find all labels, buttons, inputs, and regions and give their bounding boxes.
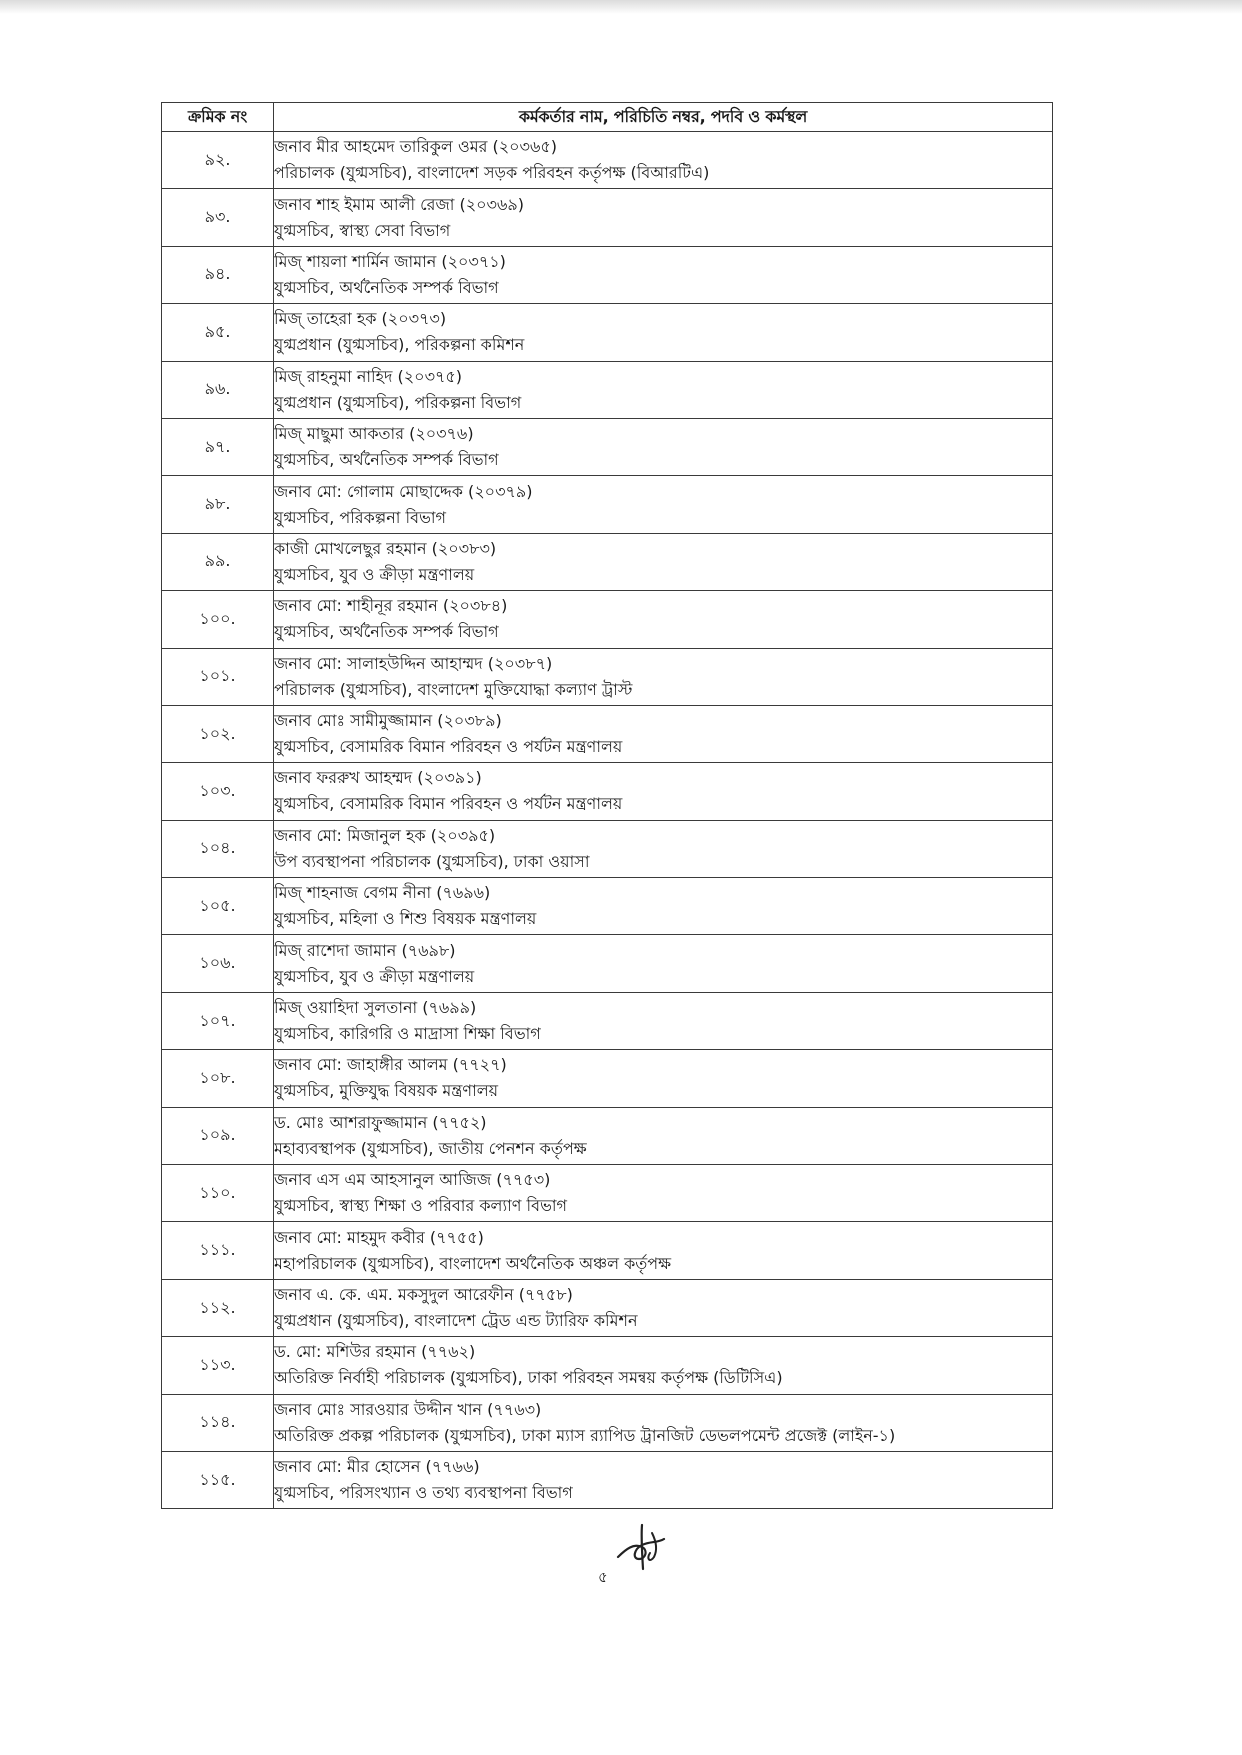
officer-details-cell: [274, 304, 1053, 361]
page-number: ৫: [598, 1568, 608, 1586]
officer-name: জনাব মো: গোলাম মোছাদ্দেক (২০৩৭৯): [274, 481, 533, 501]
officer-designation: পরিচালক (যুগ্মসচিব), বাংলাদেশ মুক্তিযোদ্ধা কল্যাণ ট্রাস্ট: [274, 679, 633, 699]
officer-name: জনাব মো: মিজানুল হক (২০৩৯৫): [274, 825, 496, 845]
officer-details-cell: [274, 1222, 1053, 1279]
officer-details-cell: [274, 1394, 1053, 1451]
officer-details-cell: [274, 935, 1053, 992]
table-row: [162, 1451, 1053, 1508]
officer-name: জনাব মো: সালাহউদ্দিন আহাম্মদ (২০৩৮৭): [274, 653, 553, 673]
table-row: [162, 935, 1053, 992]
table-row: [162, 878, 1053, 935]
officer-name: কাজী মোখলেছুর রহমান (২০৩৮৩): [274, 538, 497, 558]
officer-name: জনাব এ. কে. এম. মকসুদুল আরেফীন (৭৭৫৮): [274, 1285, 573, 1304]
officer-designation: যুগ্মসচিব, মহিলা ও শিশু বিষয়ক মন্ত্রণালয়: [274, 909, 537, 929]
table-row: [162, 304, 1053, 361]
table-row: [162, 246, 1053, 303]
officer-name: মিজ্ ওয়াহিদা সুলতানা (৭৬৯৯): [274, 998, 477, 1018]
officer-name: জনাব শাহ ইমাম আলী রেজা (২০৩৬৯): [274, 194, 524, 214]
table-row: [162, 1394, 1053, 1451]
officer-designation: যুগ্মসচিব, যুব ও ক্রীড়া মন্ত্রণালয়: [274, 966, 475, 986]
serial-number-cell: ৯৩.: [162, 189, 274, 246]
table-header: [162, 103, 1053, 132]
table-row: [162, 1050, 1053, 1107]
table-row: [162, 1222, 1053, 1279]
officer-details-cell: [274, 705, 1053, 762]
officer-designation: মহাব্যবস্থাপক (যুগ্মসচিব), জাতীয় পেনশন কর্তৃপক্ষ: [274, 1138, 587, 1158]
officer-name: ড. মোঃ আশরাফুজ্জামান (৭৭৫২): [274, 1112, 487, 1132]
table-row: [162, 648, 1053, 705]
serial-number-cell: ১০২.: [162, 705, 274, 762]
table-row: [162, 189, 1053, 246]
serial-number-cell: ১০৬.: [162, 935, 274, 992]
officer-name: জনাব এস এম আহসানুল আজিজ (৭৭৫৩): [274, 1170, 551, 1190]
officer-name: মিজ্ মাছুমা আকতার (২০৩৭৬): [274, 424, 474, 444]
officer-name: জনাব মো: মীর হোসেন (৭৭৬৬): [274, 1457, 480, 1477]
officer-designation: যুগ্মসচিব, স্বাস্থ্য শিক্ষা ও পরিবার কল্যাণ বিভাগ: [274, 1196, 568, 1216]
officer-designation: যুগ্মপ্রধান (যুগ্মসচিব), পরিকল্পনা বিভাগ: [274, 392, 522, 412]
officer-name: মিজ্ তাহেরা হক (২০৩৭৩): [274, 309, 447, 329]
table-row: [162, 992, 1053, 1049]
officer-designation: যুগ্মসচিব, মুক্তিযুদ্ধ বিষয়ক মন্ত্রণালয়: [274, 1081, 499, 1101]
officer-designation: যুগ্মসচিব, যুব ও ক্রীড়া মন্ত্রণালয়: [274, 564, 475, 584]
officer-details-cell: [274, 1279, 1053, 1336]
table-row: [162, 132, 1053, 189]
officer-details-cell: [274, 820, 1053, 877]
officer-details-cell: [274, 648, 1053, 705]
officer-details-cell: [274, 189, 1053, 246]
officer-name: জনাব মোঃ সামীমুজ্জামান (২০৩৮৯): [274, 711, 502, 731]
serial-number-cell: ১০০.: [162, 591, 274, 648]
officer-name: মিজ্ শায়লা শার্মিন জামান (২০৩৭১): [274, 251, 506, 271]
table-row: [162, 361, 1053, 418]
officer-designation: পরিচালক (যুগ্মসচিব), বাংলাদেশ সড়ক পরিবহন কর্তৃপক্ষ (বিআরটিএ): [274, 163, 710, 183]
serial-number-cell: ১১৪.: [162, 1394, 274, 1451]
officer-details-cell: [274, 591, 1053, 648]
table-row: [162, 591, 1053, 648]
officer-details-cell: [274, 132, 1053, 189]
officer-name: জনাব মো: মাহমুদ কবীর (৭৭৫৫): [274, 1227, 484, 1247]
officer-details-cell: [274, 1451, 1053, 1508]
serial-number-cell: ৯৯.: [162, 533, 274, 590]
officer-designation: যুগ্মসচিব, অর্থনৈতিক সম্পর্ক বিভাগ: [274, 450, 499, 470]
officer-details-cell: [274, 992, 1053, 1049]
officer-details-cell: [274, 1337, 1053, 1394]
officer-designation: যুগ্মসচিব, পরিকল্পনা বিভাগ: [274, 507, 447, 527]
serial-number-cell: ১০৪.: [162, 820, 274, 877]
table-row: [162, 1165, 1053, 1222]
serial-number-cell: ৯৮.: [162, 476, 274, 533]
serial-column-header: ক্রমিক নং: [162, 103, 274, 132]
officer-designation: যুগ্মসচিব, স্বাস্থ্য সেবা বিভাগ: [274, 220, 451, 240]
officer-name: জনাব মীর আহমেদ তারিকুল ওমর (২০৩৬৫): [274, 137, 557, 157]
serial-number-cell: ১১৩.: [162, 1337, 274, 1394]
scan-edge-shadow: [0, 0, 1242, 14]
officer-details-cell: [274, 1165, 1053, 1222]
table-row: [162, 705, 1053, 762]
details-column-header: কর্মকর্তার নাম, পরিচিতি নম্বর, পদবি ও কর্মস্থল: [274, 103, 1053, 132]
serial-number-cell: ১০৯.: [162, 1107, 274, 1164]
serial-number-cell: ১০৫.: [162, 878, 274, 935]
officer-designation: যুগ্মসচিব, পরিসংখ্যান ও তথ্য ব্যবস্থাপনা বিভাগ: [274, 1483, 573, 1503]
table-row: [162, 418, 1053, 475]
serial-number-cell: ১১১.: [162, 1222, 274, 1279]
header-row: [162, 103, 1053, 132]
table-row: [162, 476, 1053, 533]
serial-number-cell: ১০৩.: [162, 763, 274, 820]
officer-details-cell: [274, 1050, 1053, 1107]
serial-number-cell: ১০৮.: [162, 1050, 274, 1107]
serial-number-cell: ১০৭.: [162, 992, 274, 1049]
serial-number-cell: ৯২.: [162, 132, 274, 189]
officer-designation: যুগ্মপ্রধান (যুগ্মসচিব), বাংলাদেশ ট্রেড এন্ড ট্যারিফ কমিশন: [274, 1311, 638, 1330]
officer-designation: যুগ্মসচিব, অর্থনৈতিক সম্পর্ক বিভাগ: [274, 277, 499, 297]
officer-designation: যুগ্মপ্রধান (যুগ্মসচিব), পরিকল্পনা কমিশন: [274, 335, 525, 355]
officer-name: মিজ্ শাহনাজ বেগম নীনা (৭৬৯৬): [274, 883, 491, 903]
officer-details-cell: [274, 533, 1053, 590]
serial-number-cell: ৯৫.: [162, 304, 274, 361]
officer-details-cell: [274, 1107, 1053, 1164]
officer-designation: উপ ব্যবস্থাপনা পরিচালক (যুগ্মসচিব), ঢাকা ওয়াসা: [274, 851, 590, 871]
officer-details-cell: [274, 418, 1053, 475]
officer-designation: যুগ্মসচিব, বেসামরিক বিমান পরিবহন ও পর্যটন মন্ত্রণালয়: [274, 794, 623, 814]
serial-number-cell: ১১২.: [162, 1279, 274, 1336]
table-body: [162, 132, 1053, 1509]
serial-number-cell: ১১০.: [162, 1165, 274, 1222]
serial-number-cell: ১১৫.: [162, 1451, 274, 1508]
table-row: [162, 1337, 1053, 1394]
officer-details-cell: [274, 763, 1053, 820]
signature-mark: [612, 1519, 672, 1575]
table-row: [162, 533, 1053, 590]
serial-number-cell: ৯৬.: [162, 361, 274, 418]
table-row: [162, 763, 1053, 820]
officer-roster-table: [161, 102, 1053, 1509]
officer-name: জনাব মোঃ সারওয়ার উদ্দীন খান (৭৭৬৩): [274, 1399, 542, 1419]
officer-details-cell: [274, 246, 1053, 303]
table-row: [162, 1279, 1053, 1336]
officer-details-cell: [274, 476, 1053, 533]
serial-number-cell: ৯৪.: [162, 246, 274, 303]
officer-name: মিজ্ রাশেদা জামান (৭৬৯৮): [274, 940, 456, 960]
officer-name: মিজ্ রাহনুমা নাহিদ (২০৩৭৫): [274, 366, 463, 386]
table-row: [162, 820, 1053, 877]
officer-designation: যুগ্মসচিব, বেসামরিক বিমান পরিবহন ও পর্যটন মন্ত্রণালয়: [274, 737, 623, 757]
officer-designation: যুগ্মসচিব, অর্থনৈতিক সম্পর্ক বিভাগ: [274, 622, 499, 642]
table-row: [162, 1107, 1053, 1164]
serial-number-cell: ১০১.: [162, 648, 274, 705]
officer-name: ড. মো: মশিউর রহমান (৭৭৬২): [274, 1342, 476, 1362]
officer-designation: মহাপরিচালক (যুগ্মসচিব), বাংলাদেশ অর্থনৈতিক অঞ্চল কর্তৃপক্ষ: [274, 1253, 672, 1273]
officer-designation: অতিরিক্ত নির্বাহী পরিচালক (যুগ্মসচিব), ঢাকা পরিবহন সমন্বয় কর্তৃপক্ষ (ডিটিসিএ): [274, 1368, 783, 1388]
officer-details-cell: [274, 878, 1053, 935]
officer-details-cell: [274, 361, 1053, 418]
officer-designation: অতিরিক্ত প্রকল্প পরিচালক (যুগ্মসচিব), ঢাকা ম্যাস র‌্যাপিড ট্রানজিট ডেভলপমেন্ট প্রজেক্ট (লাইন-১): [274, 1425, 896, 1445]
officer-name: জনাব মো: শাহীনূর রহমান (২০৩৮৪): [274, 596, 508, 616]
officer-designation: যুগ্মসচিব, কারিগরি ও মাদ্রাসা শিক্ষা বিভাগ: [274, 1024, 541, 1044]
officer-name: জনাব মো: জাহাঙ্গীর আলম (৭৭২৭): [274, 1055, 507, 1075]
officer-name: জনাব ফররুখ আহম্মদ (২০৩৯১): [274, 768, 482, 788]
serial-number-cell: ৯৭.: [162, 418, 274, 475]
